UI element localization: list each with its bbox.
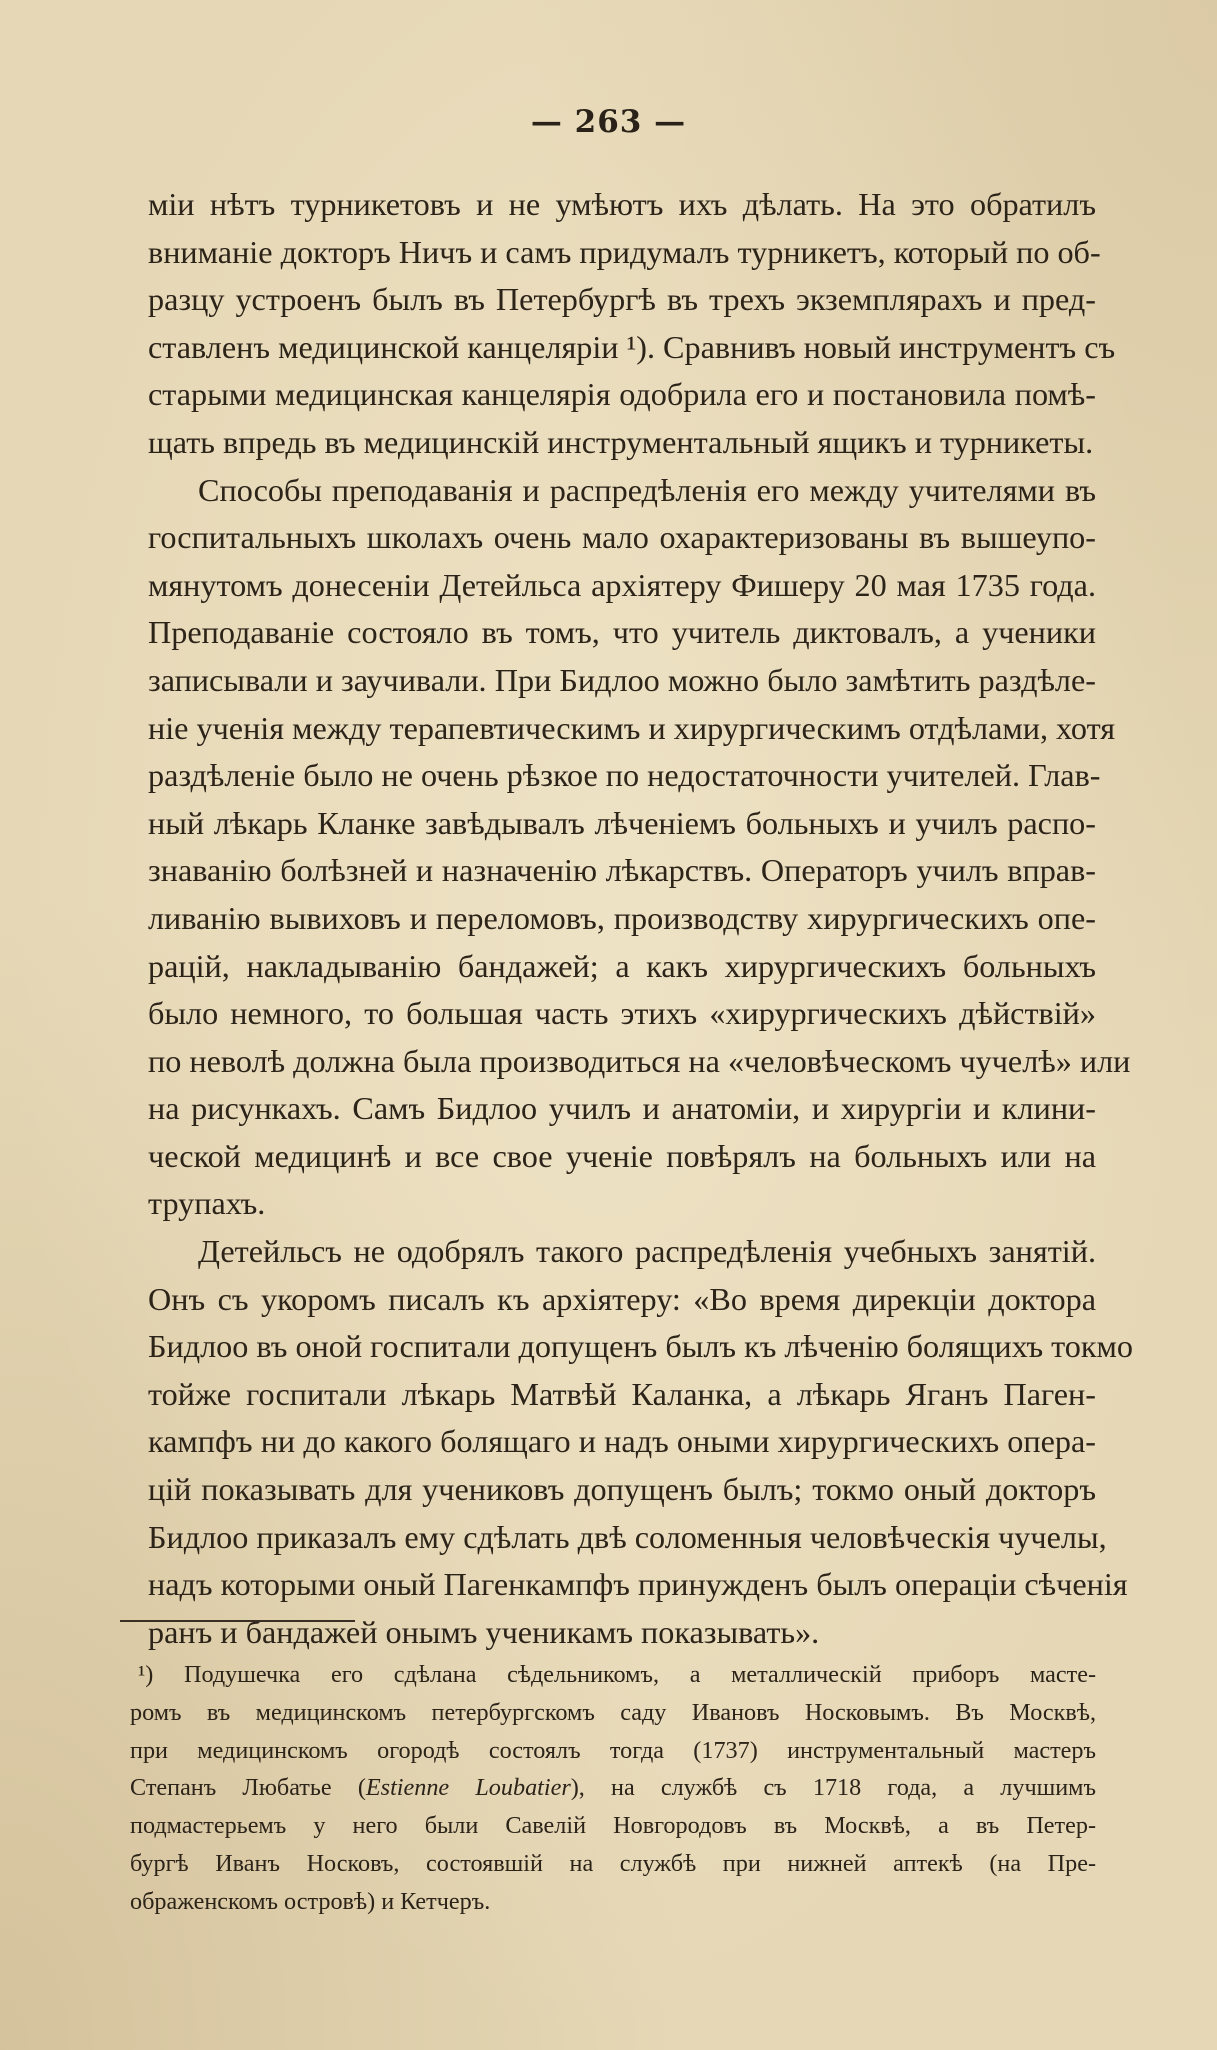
text-line: ніе ученія между терапевтическимъ и хирургическимъ отдѣлами, хотя bbox=[148, 709, 1116, 746]
text-line: раздѣленіе было не очень рѣзкое по недостаточности учителей. Глав- bbox=[148, 757, 1101, 794]
text-line: ческой медицинѣ и все свое ученіе повѣрялъ на больныхъ или на bbox=[148, 1137, 1096, 1174]
text-line: Преподаваніе состояло въ томъ, что учитель диктовалъ, а ученики bbox=[148, 614, 1096, 651]
text-line: Онъ съ укоромъ писалъ къ архіятеру: «Во время дирекціи доктора bbox=[148, 1280, 1096, 1317]
text-line: старыми медицинская канцелярія одобрила его и постановила помѣ- bbox=[148, 376, 1096, 413]
footnote-line: подмастерьемъ у него были Савелій Новгородовъ въ Москвѣ, а въ Петер- bbox=[130, 1812, 1096, 1840]
text-line: ранъ и бандажей онымъ ученикамъ показывать». bbox=[148, 1613, 820, 1650]
text-line: знаванію болѣзней и назначенію лѣкарствъ. Операторъ училъ вправ- bbox=[148, 852, 1096, 889]
text-line: Бидлоо въ оной госпитали допущенъ былъ къ лѣченію болящихъ токмо bbox=[148, 1328, 1134, 1365]
footnote-fragment: ), на службѣ съ 1718 года, а лучшимъ bbox=[570, 1774, 1096, 1802]
text-line: ный лѣкарь Кланке завѣдывалъ лѣченіемъ больныхъ и училъ распо- bbox=[148, 804, 1096, 841]
text-line: разцу устроенъ былъ въ Петербургѣ въ трехъ экземплярахъ и пред- bbox=[148, 281, 1096, 318]
text-line: мянутомъ донесеніи Детейльса архіятеру Фишеру 20 мая 1735 года. bbox=[148, 566, 1096, 603]
text-line: Бидлоо приказалъ ему сдѣлать двѣ соломенныя человѣческія чучелы, bbox=[148, 1518, 1107, 1555]
text-line: госпитальныхъ школахъ очень мало охарактеризованы въ вышеупо- bbox=[148, 519, 1096, 556]
footnote-line: бургѣ Иванъ Носковъ, состоявшій на службѣ при нижней аптекѣ (на Пре- bbox=[130, 1849, 1096, 1877]
text-line: записывали и заучивали. При Бидлоо можно было замѣтить раздѣле- bbox=[148, 661, 1096, 698]
text-line: Способы преподаванія и распредѣленія его между учителями въ bbox=[198, 471, 1096, 508]
text-line: рацій, накладыванію бандажей; а какъ хирургическихъ больныхъ bbox=[148, 947, 1096, 984]
text-line: было немного, то большая часть этихъ «хирургическихъ дѣйствій» bbox=[148, 995, 1096, 1032]
text-line: ливанію вывиховъ и переломовъ, производству хирургическихъ опе- bbox=[148, 899, 1096, 936]
text-line: міи нѣтъ турникетовъ и не умѣютъ ихъ дѣлать. На это обратилъ bbox=[148, 186, 1096, 222]
text-line: вниманіе докторъ Ничъ и самъ придумалъ турникетъ, который по об- bbox=[148, 233, 1101, 270]
page-number: — 263 — bbox=[530, 104, 687, 140]
text-line: кампфъ ни до какого болящаго и надъ оными хирургическихъ опера- bbox=[148, 1423, 1096, 1460]
footnote-line: ромъ въ медицинскомъ петербургскомъ саду Ивановъ Носковымъ. Въ Москвѣ, bbox=[130, 1698, 1096, 1726]
footnote-line bbox=[130, 1769, 1096, 1807]
footnote bbox=[130, 1656, 1096, 1921]
text-line: Детейльсъ не одобрялъ такого распредѣленія учебныхъ занятій. bbox=[198, 1233, 1096, 1270]
text-line: по неволѣ должна была производиться на «человѣческомъ чучелѣ» или bbox=[148, 1042, 1131, 1079]
footnote-latin-name: Estienne Loubatier bbox=[365, 1774, 571, 1802]
footnote-divider bbox=[120, 1620, 355, 1622]
footnote-fragment: Степанъ Любатье ( bbox=[130, 1774, 366, 1802]
text-line: надъ которыми оный Пагенкампфъ принужденъ былъ операціи сѣченія bbox=[148, 1566, 1128, 1603]
footnote-line: ¹) Подушечка его сдѣлана сѣдельникомъ, а металлическій приборъ масте- bbox=[138, 1661, 1096, 1688]
text-line: на рисункахъ. Самъ Бидлоо училъ и анатоміи, и хирургіи и клини- bbox=[148, 1090, 1096, 1127]
text-line: трупахъ. bbox=[148, 1185, 266, 1222]
footnote-line: ображенскомъ островѣ) и Кетчеръ. bbox=[130, 1887, 491, 1915]
text-line: тойже госпитали лѣкарь Матвѣй Каланка, а лѣкарь Яганъ Паген- bbox=[148, 1375, 1096, 1412]
text-line: цій показывать для учениковъ допущенъ былъ; токмо оный докторъ bbox=[148, 1471, 1096, 1508]
footnote-line: при медицинскомъ огородѣ состоялъ тогда (1737) инструментальный мастеръ bbox=[130, 1736, 1096, 1764]
text-line: щать впредь въ медицинскій инструментальный ящикъ и турникеты. bbox=[148, 423, 1094, 460]
text-line: ставленъ медицинской канцеляріи ¹). Сравнивъ новый инструментъ съ bbox=[148, 328, 1116, 365]
main-text bbox=[148, 181, 1134, 1656]
